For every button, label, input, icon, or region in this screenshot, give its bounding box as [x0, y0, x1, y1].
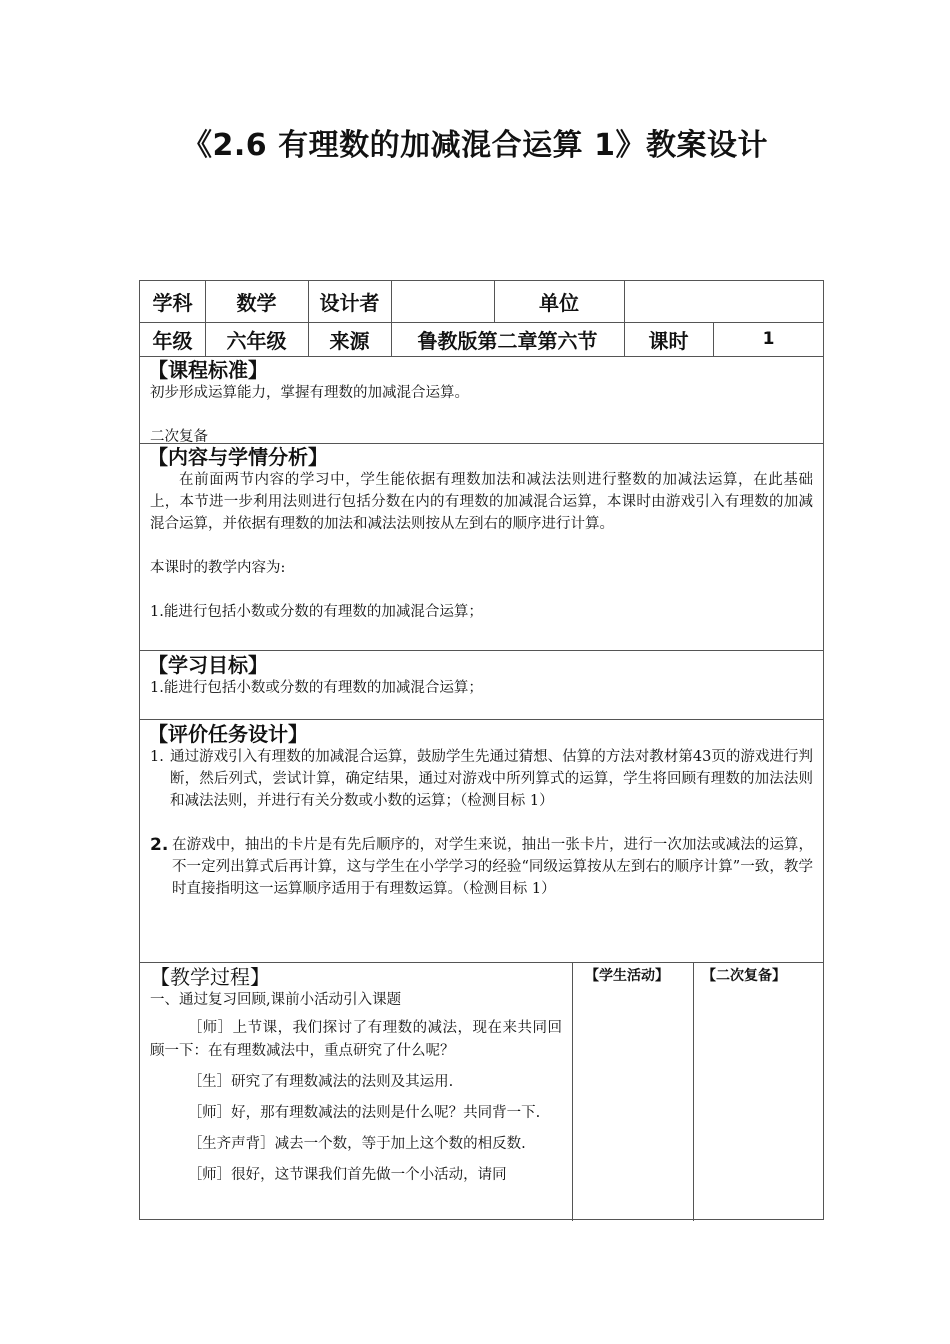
- lesson-plan-table: [139, 280, 824, 1220]
- col-divider: [693, 962, 694, 1221]
- objectives-item: 1.能进行包括小数或分数的有理数的加减混合运算；: [150, 680, 483, 696]
- analysis-item: 1.能进行包括小数或分数的有理数的加减混合运算；: [150, 604, 483, 620]
- course-standard-section: [140, 358, 823, 448]
- subject-value: 数学: [236, 291, 277, 315]
- evaluation-item-2: [150, 834, 813, 900]
- document-title: 《2.6 有理数的加减混合运算 1》教案设计: [182, 128, 768, 163]
- dialog-line: ［生］研究了有理数减法的法则及其运用.: [187, 1074, 454, 1090]
- evaluation-item-1-text: 通过游戏引入有理数的加减混合运算，鼓励学生先通过猜想、估算的方法对教材第43页的游戏进行判断，然后列式，尝试计算，确定结果，通过对游戏中所列算式的运算，学生将回顾有理数的加法法则和减法法则，并进行有关分数或小数的运算；（检测目标 1）: [170, 749, 813, 809]
- source-label: 来源: [329, 328, 370, 353]
- item-number: 2.: [150, 835, 169, 855]
- unit-value: [624, 281, 824, 322]
- process-subtitle: 一、通过复习回顾,课前小活动引入课题: [150, 992, 402, 1008]
- evaluation-item-1: [150, 746, 813, 812]
- evaluation-section: [140, 722, 823, 900]
- dialog-line: ［师］上节课，我们探讨了有理数的减法，现在来共同回顾一下：在有理数减法中，重点研究了什么呢？: [150, 1020, 562, 1059]
- subject-label: 学科: [152, 291, 193, 315]
- second-review-heading: 【二次复备】: [702, 968, 786, 984]
- designer-value: [391, 281, 494, 322]
- period-value: 1: [762, 329, 775, 349]
- row-divider: [140, 719, 823, 720]
- unit-label: 单位: [539, 291, 579, 315]
- analysis-heading: 【内容与学情分析】: [148, 445, 328, 469]
- student-activity-heading: 【学生活动】: [585, 968, 669, 984]
- item-number: 1.: [150, 749, 164, 765]
- analysis-section: [140, 445, 823, 623]
- row-divider: [140, 356, 823, 357]
- analysis-intro: 本课时的教学内容为:: [150, 560, 286, 576]
- course-standard-heading: 【课程标准】: [148, 358, 268, 382]
- grade-label: 年级: [152, 328, 193, 353]
- designer-label: 设计者: [319, 291, 380, 315]
- evaluation-item-2-text: 在游戏中，抽出的卡片是有先后顺序的，对学生来说，抽出一张卡片，进行一次加法或减法的运算，不一定列出算式后再计算，这与学生在小学学习的经验“同级运算按从左到右的顺序计算”一致，教学时直接指明这一运算顺序适用于有理数运算。（检测目标 1）: [172, 837, 813, 897]
- grade-value: 六年级: [226, 328, 287, 353]
- col-divider: [572, 962, 573, 1221]
- evaluation-heading: 【评价任务设计】: [148, 722, 308, 746]
- source-value: 鲁教版第二章第六节: [417, 328, 598, 353]
- dialog-line: ［师］很好，这节课我们首先做一个小活动，请同: [187, 1167, 507, 1183]
- row-divider: [140, 650, 823, 651]
- dialog-line: ［生齐声背］减去一个数，等于加上这个数的相反数.: [187, 1136, 526, 1152]
- objectives-section: [140, 653, 823, 699]
- row-divider: [140, 962, 823, 963]
- dialog-line: ［师］好，那有理数减法的法则是什么呢？共同背一下.: [187, 1105, 541, 1121]
- process-heading: 【教学过程】: [150, 965, 270, 989]
- review-note: 二次复备: [150, 429, 208, 445]
- process-section: [140, 965, 572, 1187]
- objectives-heading: 【学习目标】: [148, 653, 268, 677]
- course-standard-text: 初步形成运算能力，掌握有理数的加减混合运算。: [150, 385, 469, 401]
- period-label: 课时: [648, 328, 689, 353]
- analysis-paragraph: 在前面两节内容的学习中，学生能依据有理数加法和减法法则进行整数的加减法运算，在此基础上，本节进一步利用法则进行包括分数在内的有理数的加减混合运算，本课时由游戏引入有理数的加减混合运算，并依据有理数的加法和减法法则按从左到右的顺序进行计算。: [150, 472, 813, 532]
